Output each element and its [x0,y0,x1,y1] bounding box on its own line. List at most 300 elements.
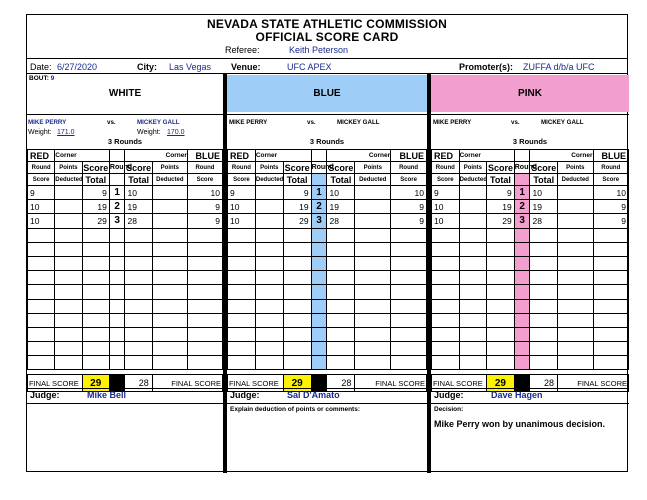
final-score-red: 29 [82,375,109,392]
col-header: Deducted [152,174,187,186]
red-score-total: 29 [283,214,311,228]
col-header: Score [328,162,354,173]
col-header: Round [28,162,55,174]
judge-label: Judge: [434,390,464,400]
final-score-label: FINAL SCORE [152,375,222,392]
table-row [228,299,427,313]
col-header: Round [228,162,256,174]
red-score-total [283,342,311,356]
col-header: Total [487,174,515,186]
corner-label: Corner [327,150,391,162]
final-score-label: FINAL SCORE [228,375,284,392]
red-score-total: 19 [487,200,515,214]
table-row [228,342,427,356]
table-row [28,299,223,313]
blue-score-total [327,356,355,370]
round-number [109,271,125,285]
corner-label: Corner [255,150,311,162]
bout-number: 9 [50,75,55,82]
table-row [228,200,427,214]
round-number [311,313,327,327]
round-number: 2 [311,200,327,214]
red-score-total [82,256,109,270]
panel-white [27,74,223,473]
blue-round-score [593,228,628,242]
red-round-score: 10 [28,214,55,228]
table-row [228,313,427,327]
panel-title-pink: PINK [431,75,629,112]
round-number [311,342,327,356]
judge-name: Sal D'Amato [287,390,340,400]
round-number [311,285,327,299]
table-row [432,271,629,285]
blue-round-score [391,342,427,356]
blue-round-score [391,299,427,313]
round-number [514,256,530,270]
red-score-total [283,285,311,299]
blue-score-total [125,327,152,341]
round-number [514,327,530,341]
blue-score-total: 28 [530,214,558,228]
blue-round-score [187,256,222,270]
blue-round-score [391,228,427,242]
red-score-total: 9 [82,186,109,200]
red-round-score [228,242,256,256]
red-score-total [283,356,311,370]
red-round-score [228,342,256,356]
round-number [109,228,125,242]
col-header: Round [391,162,427,174]
table-row [432,313,629,327]
table-row [432,342,629,356]
blue-score-total: 10 [327,186,355,200]
round-number: 2 [514,200,530,214]
blue-corner-label: BLUE [391,150,427,162]
blue-round-score [593,299,628,313]
red-round-score [432,271,460,285]
judge-row [431,388,629,404]
blue-round-score [187,299,222,313]
blue-score-total [530,256,558,270]
blue-score-total [125,271,152,285]
blue-round-score [187,271,222,285]
table-row [28,256,223,270]
blue-score-total [125,313,152,327]
round-number [109,313,125,327]
blue-round-score: 9 [391,200,427,214]
table-row [228,228,427,242]
round-number [109,299,125,313]
bout-label: BOUT: [29,75,49,82]
round-number: 1 [109,186,125,200]
blue-score-total [327,313,355,327]
red-round-score [228,256,256,270]
blue-score-total [530,342,558,356]
decision-label: Decision: [434,406,464,413]
red-round-score [432,313,460,327]
fighter-blue-name: MICKEY GALL [541,119,584,126]
red-score-total [487,356,515,370]
red-score-total [82,313,109,327]
blue-round-score: 9 [391,214,427,228]
blue-score-total [530,228,558,242]
col-header: Deducted [55,174,82,186]
fighter-blue-name: MICKEY GALL [337,119,380,126]
vs-label: vs. [307,119,316,126]
blue-round-score [391,256,427,270]
red-round-score [28,256,55,270]
blue-round-score [391,327,427,341]
blue-score-total [327,271,355,285]
weight-red: 171.0 [57,129,75,136]
blue-round-score: 10 [593,186,628,200]
blue-score-total [327,242,355,256]
red-round-score: 10 [432,200,460,214]
red-score-total [487,299,515,313]
red-round-score: 9 [432,186,460,200]
table-row [432,214,629,228]
red-round-score [432,228,460,242]
judge-row [27,388,223,404]
vs-label: vs. [107,119,116,126]
round-number: 3 [109,214,125,228]
round-number: 2 [109,200,125,214]
round-number [311,271,327,285]
table-row [228,356,427,370]
final-score-label: FINAL SCORE [558,375,629,392]
blue-round-score [391,242,427,256]
blue-round-score [593,271,628,285]
red-score-total [82,342,109,356]
panel-title-white: WHITE [108,88,142,99]
round-number [109,356,125,370]
referee-name: Keith Peterson [289,45,349,55]
blue-round-score [187,228,222,242]
table-row [28,327,223,341]
weight-label-blue: Weight: [137,129,161,136]
red-score-total [487,342,515,356]
venue-label: Venue: [231,62,261,72]
blue-corner-label: BLUE [593,150,628,162]
blue-round-score [187,285,222,299]
table-row [228,271,427,285]
red-score-total [487,256,515,270]
round-number [311,242,327,256]
red-round-score [432,256,460,270]
fighter-blue-name: MICKEY GALL [137,119,180,126]
red-corner-label: RED [432,150,460,162]
table-row [28,313,223,327]
blue-round-score: 10 [187,186,222,200]
blue-round-score [593,256,628,270]
judge-name: Dave Hagen [491,390,543,400]
blue-score-total [125,356,152,370]
round-number: 3 [514,214,530,228]
blue-round-score [187,342,222,356]
table-row [228,256,427,270]
judge-row [227,388,427,404]
red-round-score: 10 [28,200,55,214]
blue-round-score [187,327,222,341]
blue-round-score: 9 [187,214,222,228]
blue-corner-label: BLUE [187,150,222,162]
promoter-value: ZUFFA d/b/a UFC [523,62,595,72]
col-header: Points [152,162,187,174]
red-round-score: 10 [432,214,460,228]
col-header: Round [593,162,628,174]
corner-label: Corner [459,150,514,162]
table-row [28,186,223,200]
red-score-total [82,299,109,313]
blue-score-total [327,285,355,299]
red-score-total [283,228,311,242]
round-number [109,285,125,299]
round-number [311,327,327,341]
final-score-blue: 28 [530,375,558,392]
col-header: Score [593,174,628,186]
blue-round-score [593,313,628,327]
red-score-total: 19 [283,200,311,214]
commission-title: NEVADA STATE ATHLETIC COMMISSION [207,17,447,31]
col-header: Score [391,174,427,186]
col-header: Round [109,162,125,174]
red-score-total [283,271,311,285]
blue-score-total [125,342,152,356]
date-value: 6/27/2020 [57,62,98,72]
red-score-total [487,285,515,299]
weight-label-red: Weight: [28,129,52,136]
red-round-score [28,228,55,242]
blue-score-total [530,242,558,256]
red-round-score [228,299,256,313]
blue-score-total [327,299,355,313]
red-score-total [283,313,311,327]
rounds-label: 3 Rounds [309,137,345,146]
red-round-score [28,242,55,256]
round-number [311,228,327,242]
table-row [432,200,629,214]
promoter-label: Promoter(s): [459,62,514,72]
col-header: Points [459,162,487,174]
rounds-label: 3 Rounds [107,137,143,146]
red-round-score [28,299,55,313]
red-round-score [432,242,460,256]
table-row [432,186,629,200]
col-header: Deducted [459,174,487,186]
red-corner-label: RED [228,150,256,162]
venue-value: UFC APEX [287,62,332,72]
red-round-score [432,327,460,341]
blue-score-total: 10 [530,186,558,200]
blue-round-score: 9 [187,200,222,214]
comments-label: Explain deduction of points or comments: [230,406,361,413]
red-score-total [487,271,515,285]
col-header: Score [187,174,222,186]
red-score-total [82,356,109,370]
round-number [514,342,530,356]
round-number [514,313,530,327]
fighter-red-name: MIKE PERRY [28,119,67,126]
red-score-total [82,327,109,341]
red-score-total [283,242,311,256]
col-header: Round [432,162,460,174]
table-row [432,299,629,313]
red-score-total [82,242,109,256]
final-score-blue: 28 [327,375,355,392]
final-score-label: FINAL SCORE [355,375,427,392]
red-round-score: 9 [28,186,55,200]
round-number [514,299,530,313]
red-score-total [487,327,515,341]
blue-score-total [327,327,355,341]
final-score-label: FINAL SCORE [432,375,487,392]
score-card [26,14,628,472]
red-score-total [487,313,515,327]
col-header: Total [125,174,152,186]
blue-round-score: 9 [593,214,628,228]
final-score-row [27,374,223,388]
blue-score-total [530,285,558,299]
table-row [228,186,427,200]
panel-title-blue: BLUE [227,75,427,112]
date-label: Date: [30,62,52,72]
col-header: Score [432,174,460,186]
red-score-total [82,228,109,242]
red-score-total [487,242,515,256]
table-row [28,214,223,228]
red-score-total: 19 [82,200,109,214]
judge-label: Judge: [30,390,60,400]
col-header: Score [28,174,55,186]
red-round-score [28,313,55,327]
panel-pink [431,74,629,473]
red-round-score: 9 [228,186,256,200]
round-number [514,285,530,299]
card-title: OFFICIAL SCORE CARD [255,30,399,44]
round-number [109,327,125,341]
red-round-score [228,313,256,327]
blue-score-total [327,228,355,242]
col-header: Round [514,162,530,174]
table-row [28,342,223,356]
blue-score-total [125,228,152,242]
red-score-total [82,271,109,285]
table-row [28,242,223,256]
red-score-total: 29 [487,214,515,228]
blue-round-score [187,313,222,327]
table-row [28,285,223,299]
blue-round-score [391,285,427,299]
red-score-total [82,285,109,299]
col-header: Round [187,162,222,174]
table-row [228,242,427,256]
table-row [432,356,629,370]
final-score-row [227,374,427,388]
round-number [109,242,125,256]
table-row [28,356,223,370]
red-round-score [228,271,256,285]
round-number [109,342,125,356]
table-row [432,228,629,242]
col-header: Total [283,174,311,186]
col-header: Points [558,162,593,174]
blue-round-score [593,342,628,356]
final-score-row [431,374,629,388]
corner-label: Corner [55,150,110,162]
panel-blue [227,74,427,473]
blue-score-total [327,342,355,356]
rounds-label: 3 Rounds [512,137,548,146]
blue-round-score [187,242,222,256]
col-header: Points [355,162,391,174]
blue-round-score [593,356,628,370]
final-score-red: 29 [283,375,311,392]
blue-round-score [391,313,427,327]
col-header: Score [83,162,109,173]
red-round-score [28,342,55,356]
col-header: Round [311,162,327,174]
red-round-score [228,327,256,341]
fighter-red-name: MIKE PERRY [433,119,472,126]
col-header: Points [55,162,82,174]
final-score-label: FINAL SCORE [28,375,83,392]
table-row [28,200,223,214]
judge-label: Judge: [230,390,260,400]
blue-score-total: 19 [530,200,558,214]
blue-round-score [391,271,427,285]
judge-name: Mike Bell [87,390,127,400]
table-row [228,285,427,299]
score-table [227,149,427,370]
round-number: 1 [514,186,530,200]
col-header: Score [126,162,152,173]
col-header: Score [531,162,557,173]
blue-score-total [125,299,152,313]
blue-score-total [530,299,558,313]
table-row [228,214,427,228]
table-row [432,256,629,270]
red-score-total [283,327,311,341]
col-header: Total [82,174,109,186]
round-number [311,299,327,313]
col-header: Total [530,174,558,186]
red-round-score: 10 [228,214,256,228]
corner-label: Corner [125,150,187,162]
col-header: Deducted [558,174,593,186]
col-header: Score [228,174,256,186]
table-row [432,327,629,341]
round-number [514,271,530,285]
round-number [514,228,530,242]
red-round-score [228,356,256,370]
red-round-score [432,285,460,299]
blue-score-total [125,242,152,256]
table-row [28,228,223,242]
corner-label: Corner [530,150,593,162]
blue-score-total: 19 [125,200,152,214]
blue-score-total [530,313,558,327]
red-score-total [283,256,311,270]
round-number [109,256,125,270]
blue-score-total: 19 [327,200,355,214]
red-round-score: 10 [228,200,256,214]
red-round-score [228,285,256,299]
blue-score-total [530,327,558,341]
red-round-score [28,285,55,299]
final-score-blue: 28 [125,375,152,392]
blue-round-score: 9 [593,200,628,214]
red-round-score [28,356,55,370]
